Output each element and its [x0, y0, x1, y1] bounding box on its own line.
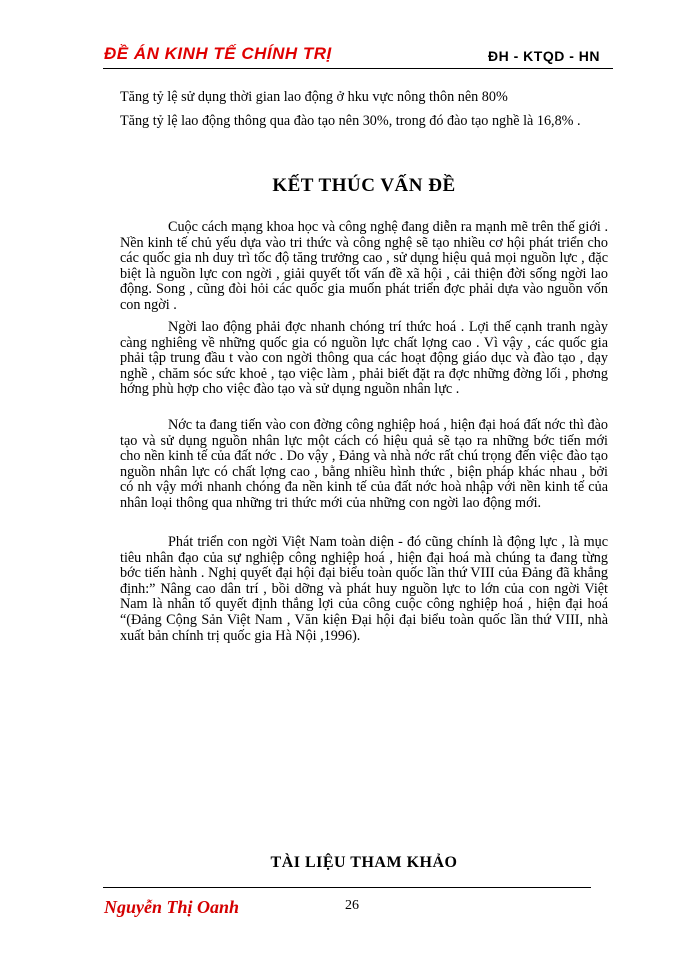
body-line-1: Tăng tỷ lệ sử dụng thời gian lao động ở hku vực nông thôn nên 80%	[120, 89, 508, 105]
references-title: TÀI LIỆU THAM KHẢO	[270, 854, 458, 871]
header-divider	[103, 68, 613, 69]
paragraph-2: Ngời lao động phải đợc nhanh chóng trí thức hoá . Lợi thế cạnh tranh ngày càng nghiêng về những quốc gia có nguồn lực chất lợng cao . Vì vậy , các quốc gia phải tập trung đầu t vào con ngời thông qua các hoạt động giáo dục và đào tạo , dạy nghề , chăm sóc sức khoẻ , tạo việc làm , phải biết đặt ra đợc những đờng lối , phơng hớng phù hợp cho việc đào tạo và sử dụng nguồn nhân lực .	[120, 319, 608, 398]
section-title: KẾT THÚC VẤN ĐỀ	[272, 175, 456, 196]
body-line-2: Tăng tỷ lệ lao động thông qua đào tạo nên 30%, trong đó đào tạo nghề là 16,8% .	[120, 113, 581, 129]
footer-divider	[103, 887, 591, 888]
header-document-title: ĐỀ ÁN KINH TẾ CHÍNH TRỊ	[104, 44, 332, 63]
page-number: 26	[345, 898, 359, 913]
paragraph-1: Cuộc cách mạng khoa học và công nghệ đang diễn ra mạnh mẽ trên thế giới . Nền kinh tế chủ yếu dựa vào tri thức và công nghệ sẽ tạo nhiều cơ hội phát triển cho các quốc gia nh duy trì tốc độ tăng trưởng cao , sử dụng hiệu quả mọi nguồn lực , đặc biệt là nguồn lực con ngời , giải quyết tốt vấn đề xã hội , cải thiện đời sống ngời lao động. Song , cũng đòi hỏi các quốc gia muốn phát triển đợc phải dựa vào nguồn vốn con ngời .	[120, 219, 608, 313]
paragraph-4: Phát triển con ngời Việt Nam toàn diện - đó cũng chính là động lực , là mục tiêu nhân đạo của sự nghiệp công nghiệp hoá , hiện đại hoá mà chúng ta đang từng bớc tiến hành . Nghị quyết đại hội đại biểu toàn quốc lần thứ VIII của Đảng đã khẳng định:” Nâng cao dân trí , bồi dỡng và phát huy nguồn lực to lớn của con ngời Việt Nam là nhân tố quyết định thắng lợi của công cuộc công nghiệp hoá , hiện đại hoá “(Đảng Cộng Sản Việt Nam , Văn kiện Đại hội đại biểu toàn quốc lần thứ VIII, nhà xuất bản chính trị quốc gia Hà Nội ,1996).	[120, 534, 608, 644]
paragraph-3: Nớc ta đang tiến vào con đờng công nghiệp hoá , hiện đại hoá đất nớc thì đào tạo và sử dụng nguồn nhân lực một cách có hiệu quả sẽ tạo ra những bớc tiến mới cho nền kinh tế của đất nớc . Do vậy , Đảng và nhà nớc rất chú trọng đến việc đào tạo nguồn nhân lực có chất lợng cao , bằng nhiều hình thức , biện pháp khác nhau , bởi có nh vậy mới nhanh chóng đa nền kinh tế của đất nớc hoà nhập với nền kinh tế của nhân loại thông qua những tri thức mới của những con ngời lao động mới.	[120, 417, 608, 511]
footer-author: Nguyễn Thị Oanh	[104, 897, 240, 917]
header-school-name: ĐH - KTQD - HN	[488, 48, 600, 64]
